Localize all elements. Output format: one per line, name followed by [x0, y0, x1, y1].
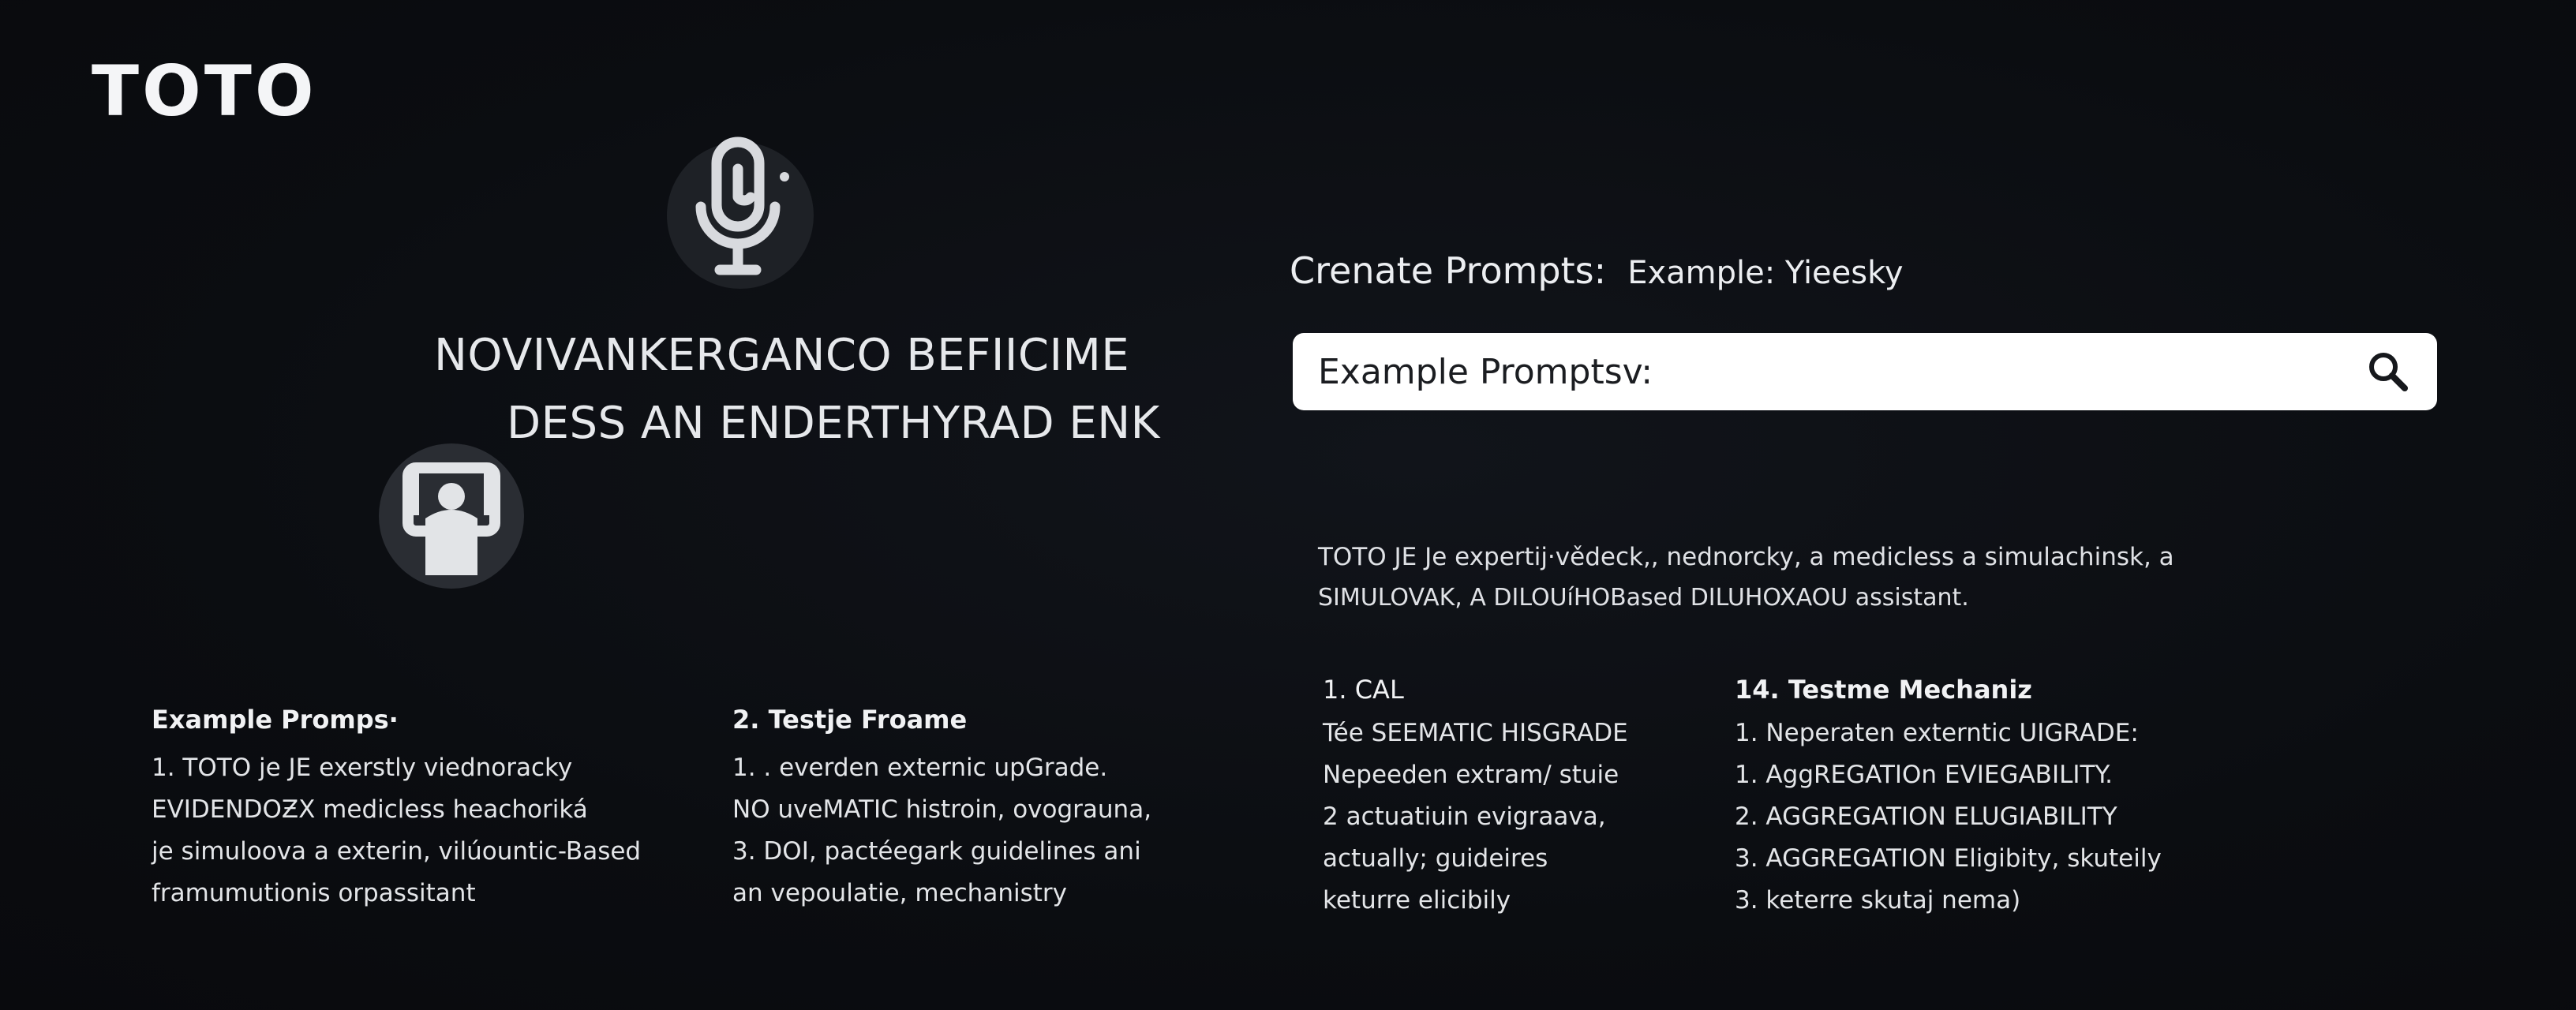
column-line[interactable]: keturre elicibily: [1323, 886, 1511, 915]
column-line[interactable]: 1. TOTO je JE exerstly viednoracky: [152, 754, 573, 782]
description-line-2: SIMULOVAK, A DILOUíHOBased DILUHOXAOU assistant.: [1318, 584, 1969, 612]
column-line[interactable]: Tée SEEMATIC HISGRADE: [1323, 719, 1628, 747]
hero-headline-line-2: DESS AN ENDERTHYRAD ENK: [507, 398, 1160, 449]
prompts-example: Example: Yieesky: [1627, 255, 1904, 291]
example-prompts-column-1: [152, 699, 641, 915]
assistant-description: [1318, 537, 2265, 619]
example-prompts-column-2: [732, 699, 1151, 915]
column-line[interactable]: 2. AGGREGATION ELUGIABILITY: [1735, 802, 2117, 831]
column-line[interactable]: 1. Neperaten externtic UIGRADE:: [1735, 719, 2139, 747]
brand-logo[interactable]: TOTO: [92, 50, 317, 132]
column-line[interactable]: 1. . everden externic upGrade.: [732, 754, 1108, 782]
column-line[interactable]: Nepeeden extram/ stuie: [1323, 761, 1619, 789]
column-heading: Example Promps·: [152, 705, 399, 735]
column-line[interactable]: je simuloova a exterin, vilúountic-Based: [152, 837, 642, 866]
column-heading: 2. Testje Froame: [732, 705, 968, 735]
column-line[interactable]: 3. keterre skutaj nema): [1735, 886, 2021, 915]
prompts-header: [1290, 249, 1904, 292]
example-prompts-column-3: [1323, 669, 1628, 922]
person-presenting-icon-background: [379, 443, 524, 589]
column-line[interactable]: 2 actuatiuin evigraava,: [1323, 802, 1606, 831]
hero-headline-line-1: NOVIVANKERGANCO BEFIICIME: [434, 330, 1130, 381]
example-prompts-column-4: [1735, 669, 2162, 922]
search-bar[interactable]: [1293, 333, 2437, 410]
person-presenting-icon[interactable]: [400, 457, 503, 575]
column-line[interactable]: an vepoulatie, mechanistry: [732, 879, 1067, 907]
microphone-icon[interactable]: [679, 120, 797, 286]
column-heading: 14. Testme Mechaniz: [1735, 675, 2032, 705]
column-line[interactable]: framumutionis orpassitant: [152, 879, 476, 907]
column-line[interactable]: 3. AGGREGATION Eligibity, skuteily: [1735, 844, 2162, 873]
hero-headline: [331, 322, 1215, 458]
search-input[interactable]: [1316, 351, 2346, 393]
search-button[interactable]: [2363, 346, 2413, 397]
column-line[interactable]: 3. DOI, pactéegark guidelines ani: [732, 837, 1141, 866]
column-line[interactable]: EVIDENDOƵX medicless heachoriká: [152, 795, 588, 824]
column-line[interactable]: 1. AggREGATIOn EVIEGABILITY.: [1735, 761, 2113, 789]
prompts-title: Crenate Prompts:: [1290, 249, 1607, 292]
description-line-1: TOTO JE Je expertij·vědeck,, nednorcky, a medicless a simulachinsk, a: [1318, 543, 2174, 571]
search-icon: [2365, 349, 2411, 395]
column-line[interactable]: actually; guideires: [1323, 844, 1548, 873]
column-heading: 1. CAL: [1323, 675, 1404, 705]
column-line[interactable]: NO uveMATIC histroin, ovograuna,: [732, 795, 1152, 824]
